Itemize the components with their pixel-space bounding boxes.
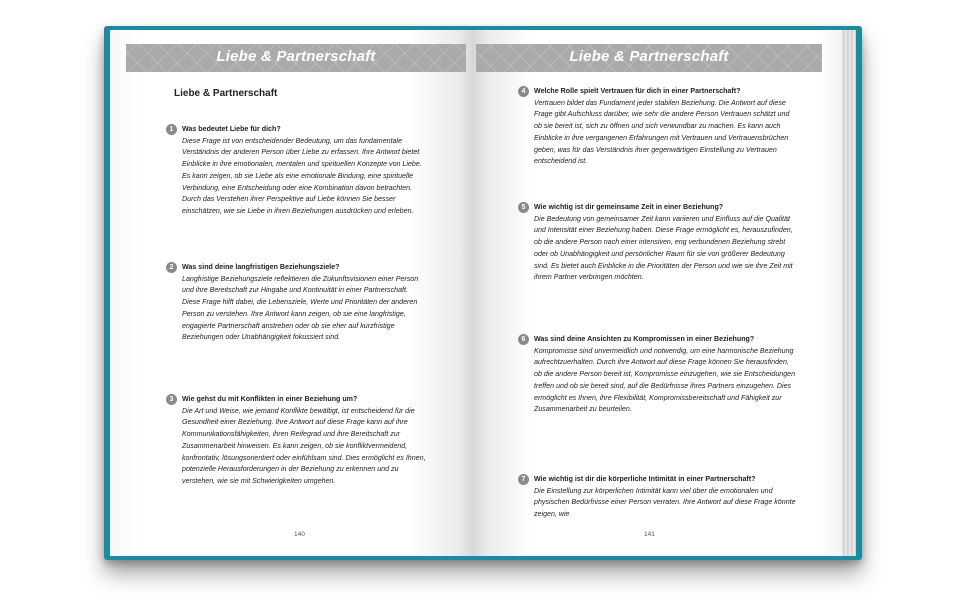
question-7 [518,474,796,486]
open-book [104,26,862,560]
question-block-3 [166,394,428,488]
answer-4: Vertrauen bildet das Fundament jeder stabilen Beziehung. Die Antwort auf diese Frage gibt Aufschluss darüber, wie sehr die andere Person Vertrauen schätzt und ob sie bereit ist, sich zu öffnen und sich verwundbar zu machen. Es kann auch Einblicke in ihre vergangenen Erfahrungen mit Vertrauen und Vertrauensbrüchen geben, was für das Verständnis ihrer gegenwärtigen Einstellung zu Vertrauen entscheidend ist. [534,98,790,166]
section-title: Liebe & Partnerschaft [174,88,278,99]
question-block-7 [518,474,796,521]
left-page-number: 140 [294,531,305,538]
number-badge-6: 6 [518,334,529,345]
question-text-4: Welche Rolle spielt Vertrauen für dich in einer Partnerschaft? [534,87,741,95]
question-text-6: Was sind deine Ansichten zu Kompromissen in einer Beziehung? [534,335,755,343]
left-header-title: Liebe & Partnerschaft [216,48,376,65]
right-header-band [476,44,822,72]
question-4 [518,86,796,98]
question-2 [166,262,428,274]
right-page [472,30,842,556]
number-badge-4: 4 [518,86,529,97]
number-badge-5: 5 [518,202,529,213]
question-text-7: Wie wichtig ist dir die körperliche Intimität in einer Partnerschaft? [534,475,756,483]
answer-1: Diese Frage ist von entscheidender Bedeutung, um das fundamentale Verständnis der anderen Person über Liebe zu erfassen. Ihre Antwort bietet Einblicke in ihre emotionalen, mentalen und spirituellen Konzepte von Liebe. Es kann zeigen, ob sie Liebe als eine emotionale Bindung, eine spirituelle Verbindung, eine Entscheidung oder eine Kombination davon betrachten. Durch das Verstehen ihrer Perspektive auf Liebe können Sie besser einschätzen, wie sie Liebe in ihren Beziehungen ausdrücken und erleben. [182,136,422,215]
answer-3: Die Art und Weise, wie jemand Konflikte bewältigt, ist entscheidend für die Gesundheit einer Beziehung. Ihre Antwort auf diese Frage kann auf ihre Kommunikationsfähigkeiten, ihren Reifegrad und ihre Bereitschaft zur Zusammenarbeit hinweisen. Es kann zeigen, ob sie konfliktvermeidend, konfrontativ, lösungsorientiert oder einfühlsam sind. Dies ermöglicht es Ihnen, potenzielle Herausforderungen in der Beziehung zu erkennen und zu verstehen, wie sie mit Schwierigkeiten umgehen. [182,406,426,485]
question-text-5: Wie wichtig ist dir gemeinsame Zeit in einer Beziehung? [534,203,724,211]
question-text-1: Was bedeutet Liebe für dich? [182,125,281,133]
answer-2: Langfristige Beziehungsziele reflektieren die Zukunftsvisionen einer Person und ihre Bereitschaft zur Hingabe und Kontinuität in einer Partnerschaft. Diese Frage hilft dabei, die Lebensziele, Werte und Prioritäten der anderen Person zu verstehen. Ihre Antwort kann zeigen, ob sie eine langfristige, engagierte Partnerschaft anstreben oder ob sie eher auf kurzfristige Beziehungen oder Unabhängigkeit fokussiert sind. [182,274,419,342]
question-block-6 [518,334,796,416]
number-badge-2: 2 [166,262,177,273]
answer-5: Die Bedeutung von gemeinsamer Zeit kann variieren und Einfluss auf die Qualität und Intensität einer Beziehung haben. Diese Frage ermöglicht es, herauszufinden, ob die andere Person nach einer intensiven, eng verbundenen Beziehung strebt oder ob Unabhängigkeit und persönlicher Raum für sie von größerer Bedeutung sind. Es bietet auch Einblicke in die Prioritäten der Person und wie sie ihre Zeit mit ihrem Partner verbringen möchten. [534,214,793,282]
question-3 [166,394,428,406]
question-block-5 [518,202,796,284]
question-block-4 [518,86,796,168]
question-block-2 [166,262,428,344]
page-edges [842,30,856,556]
number-badge-7: 7 [518,474,529,485]
question-1 [166,124,428,136]
question-block-1 [166,124,428,218]
left-header-band [126,44,466,72]
question-5 [518,202,796,214]
answer-6: Kompromisse sind unvermeidlich und notwendig, um eine harmonische Beziehung aufrechtzuerhalten. Durch ihre Antwort auf diese Frage können Sie herausfinden, ob die andere Person bereit ist, Kompromisse einzugehen, wie sie Entscheidungen treffen und ob sie bereit sind, auf die Bedürfnisse ihres Partners einzugehen. Dies ermöglicht es Ihnen, ihre Flexibilität, Kompromissbereitschaft und Fähigkeit zur Zusammenarbeit zu beurteilen. [534,346,796,414]
left-page [110,30,472,556]
question-6 [518,334,796,346]
number-badge-3: 3 [166,394,177,405]
right-page-number: 141 [644,531,655,538]
question-text-3: Wie gehst du mit Konflikten in einer Beziehung um? [182,395,358,403]
number-badge-1: 1 [166,124,177,135]
right-header-title: Liebe & Partnerschaft [569,48,729,65]
answer-7: Die Einstellung zur körperlichen Intimität kann viel über die emotionalen und physischen Bedürfnisse einer Person verraten. Ihre Antwort auf diese Frage könnte zeigen, wie [534,486,796,519]
question-text-2: Was sind deine langfristigen Beziehungsziele? [182,263,340,271]
